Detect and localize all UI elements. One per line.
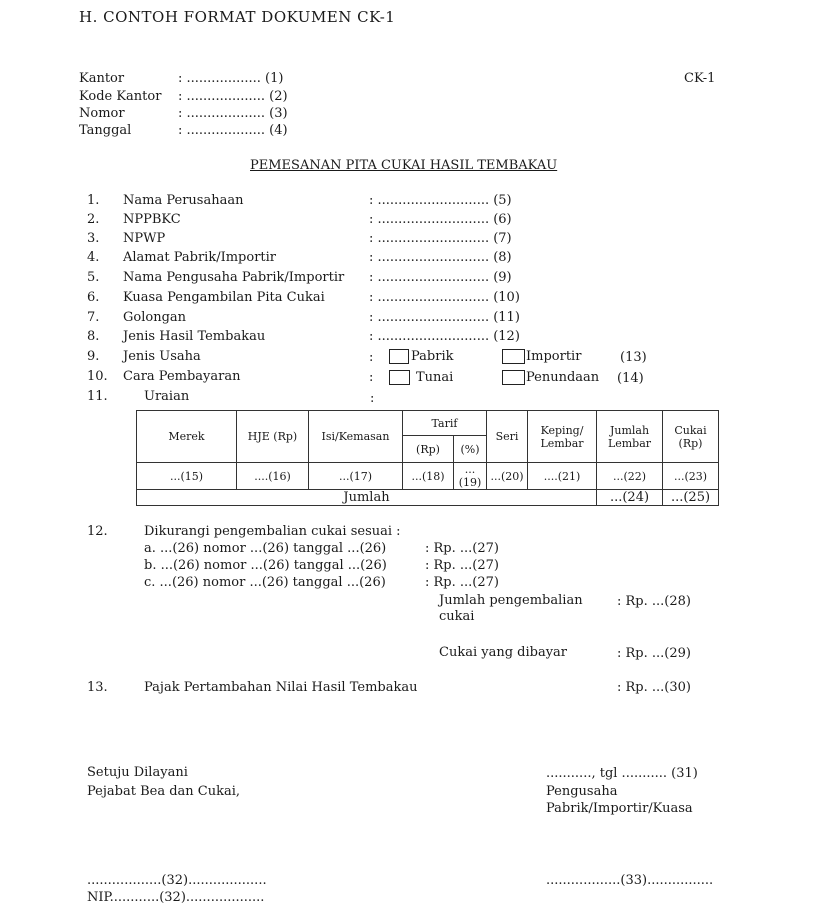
option-label: Penundaan (526, 370, 600, 385)
item-number: 12. (87, 524, 108, 539)
item-colon: : (370, 391, 375, 406)
table-cell: ...(15) (137, 463, 237, 490)
item-number: 8. (87, 329, 100, 344)
header-keping-lembar: Keping/ Lembar (528, 411, 597, 463)
item-label: Jenis Usaha (123, 349, 201, 364)
item-value: : ........................... (5) (369, 193, 512, 208)
header-tarif-pct: (%) (454, 436, 487, 463)
header-label-nomor: Nomor (79, 106, 125, 121)
header-value-kode-kantor: : ................... (2) (178, 89, 288, 104)
item-value: : ........................... (6) (369, 212, 512, 227)
refund-amount: : Rp. ...(27) (425, 558, 499, 573)
paid-label: Cukai yang dibayar (439, 645, 568, 660)
header-label-tanggal: Tanggal (79, 123, 132, 138)
refund-line: b. ...(26) nomor ...(26) tanggal ...(26) (144, 558, 387, 573)
document-title: PEMESANAN PITA CUKAI HASIL TEMBAKAU (250, 158, 558, 173)
table-cell: ....(16) (237, 463, 309, 490)
item-colon: : (369, 350, 374, 365)
signature-left-line2: Pejabat Bea dan Cukai, (87, 784, 241, 799)
header-value-tanggal: : ................... (4) (178, 123, 288, 138)
item-value: : ........................... (9) (369, 270, 512, 285)
item-number: 3. (87, 231, 100, 246)
signature-left-line1: Setuju Dilayani (87, 765, 188, 780)
header-seri: Seri (487, 411, 528, 463)
item-number: 11. (87, 389, 108, 404)
refund-line: a. ...(26) nomor ...(26) tanggal ...(26) (144, 541, 387, 556)
refund-amount: : Rp. ...(27) (425, 541, 499, 556)
checkbox-tunai[interactable] (389, 370, 410, 385)
signature-left-name: ..................(32)................... (87, 873, 267, 888)
item-label: Cara Pembayaran (123, 369, 241, 384)
item-value: : ........................... (7) (369, 231, 512, 246)
signature-left-nip: NIP............(32)................... (87, 890, 265, 905)
item-number: 1. (87, 193, 100, 208)
item-number: 4. (87, 250, 100, 265)
header-isi-kemasan: Isi/Kemasan (309, 411, 403, 463)
item-label: Golongan (123, 310, 187, 325)
item-label: NPWP (123, 231, 166, 246)
option-penundaan[interactable] (502, 370, 599, 386)
option-tunai[interactable] (389, 370, 453, 386)
item-value: : ........................... (11) (369, 310, 520, 325)
table-cell: ...(22) (597, 463, 663, 490)
item-number: 13. (87, 680, 108, 695)
header-value-kantor: : .................. (1) (178, 71, 284, 86)
uraian-table (136, 410, 719, 506)
option-pabrik[interactable] (389, 349, 454, 365)
table-cell: ...(19) (454, 463, 487, 490)
refund-total-label-cont: cukai (439, 609, 475, 624)
item-number: 10. (87, 369, 108, 384)
item-label: Pajak Pertambahan Nilai Hasil Tembakau (144, 680, 418, 695)
option-label: Tunai (416, 370, 454, 385)
table-cell: ...(17) (309, 463, 403, 490)
item-value: : Rp. ...(30) (617, 680, 691, 695)
refund-total-label: Jumlah pengembalian (439, 593, 583, 608)
table-cell: ...(20) (487, 463, 528, 490)
header-jumlah-lembar: Jumlah Lembar (597, 411, 663, 463)
option-importir[interactable] (502, 349, 581, 365)
item-number: 2. (87, 212, 100, 227)
header-value-nomor: : ................... (3) (178, 106, 288, 121)
refund-line: c. ...(26) nomor ...(26) tanggal ...(26) (144, 575, 386, 590)
header-label-kantor: Kantor (79, 71, 125, 86)
option-label: Importir (526, 349, 582, 364)
item-number: 6. (87, 290, 100, 305)
refund-total-value: : Rp. ...(28) (617, 594, 691, 609)
item-value: : ........................... (10) (369, 290, 520, 305)
table-cell: ...(23) (663, 463, 719, 490)
item-colon: : (369, 370, 374, 385)
option-label: Pabrik (411, 349, 454, 364)
item-number: 7. (87, 310, 100, 325)
total-jumlah-lembar: ...(24) (597, 490, 663, 506)
item-label: Uraian (144, 389, 190, 404)
table-cell: ...(18) (403, 463, 454, 490)
total-cukai: ...(25) (663, 490, 719, 506)
header-tarif: Tarif (403, 411, 487, 436)
item-label: Dikurangi pengembalian cukai sesuai : (144, 524, 401, 539)
signature-date: ..........., tgl ........... (31) (546, 766, 698, 781)
header-label-kode-kantor: Kode Kantor (79, 89, 162, 104)
header-merek: Merek (137, 411, 237, 463)
header-cukai: Cukai (Rp) (663, 411, 719, 463)
checkbox-importir[interactable] (502, 349, 525, 364)
item-label: Nama Perusahaan (123, 193, 244, 208)
item-reference: (13) (620, 350, 647, 365)
paid-value: : Rp. ...(29) (617, 646, 691, 661)
item-label: Kuasa Pengambilan Pita Cukai (123, 290, 325, 305)
signature-right-line2: Pabrik/Importir/Kuasa (546, 801, 693, 816)
item-label: Jenis Hasil Tembakau (123, 329, 266, 344)
item-value: : ........................... (8) (369, 250, 512, 265)
refund-amount: : Rp. ...(27) (425, 575, 499, 590)
item-label: Nama Pengusaha Pabrik/Importir (123, 270, 345, 285)
item-label: NPPBKC (123, 212, 181, 227)
item-number: 9. (87, 349, 100, 364)
item-reference: (14) (617, 371, 644, 386)
item-number: 5. (87, 270, 100, 285)
document-heading: H. CONTOH FORMAT DOKUMEN CK-1 (79, 8, 396, 26)
header-hje: HJE (Rp) (237, 411, 309, 463)
signature-right-name: ..................(33)................ (546, 873, 714, 888)
item-value: : ........................... (12) (369, 329, 520, 344)
checkbox-pabrik[interactable] (389, 349, 409, 364)
signature-right-line1: Pengusaha (546, 784, 618, 799)
checkbox-penundaan[interactable] (502, 370, 525, 385)
header-tarif-rp: (Rp) (403, 436, 454, 463)
item-label: Alamat Pabrik/Importir (123, 250, 277, 265)
total-label: Jumlah (137, 490, 597, 506)
form-code: CK-1 (684, 71, 716, 86)
table-cell: ....(21) (528, 463, 597, 490)
